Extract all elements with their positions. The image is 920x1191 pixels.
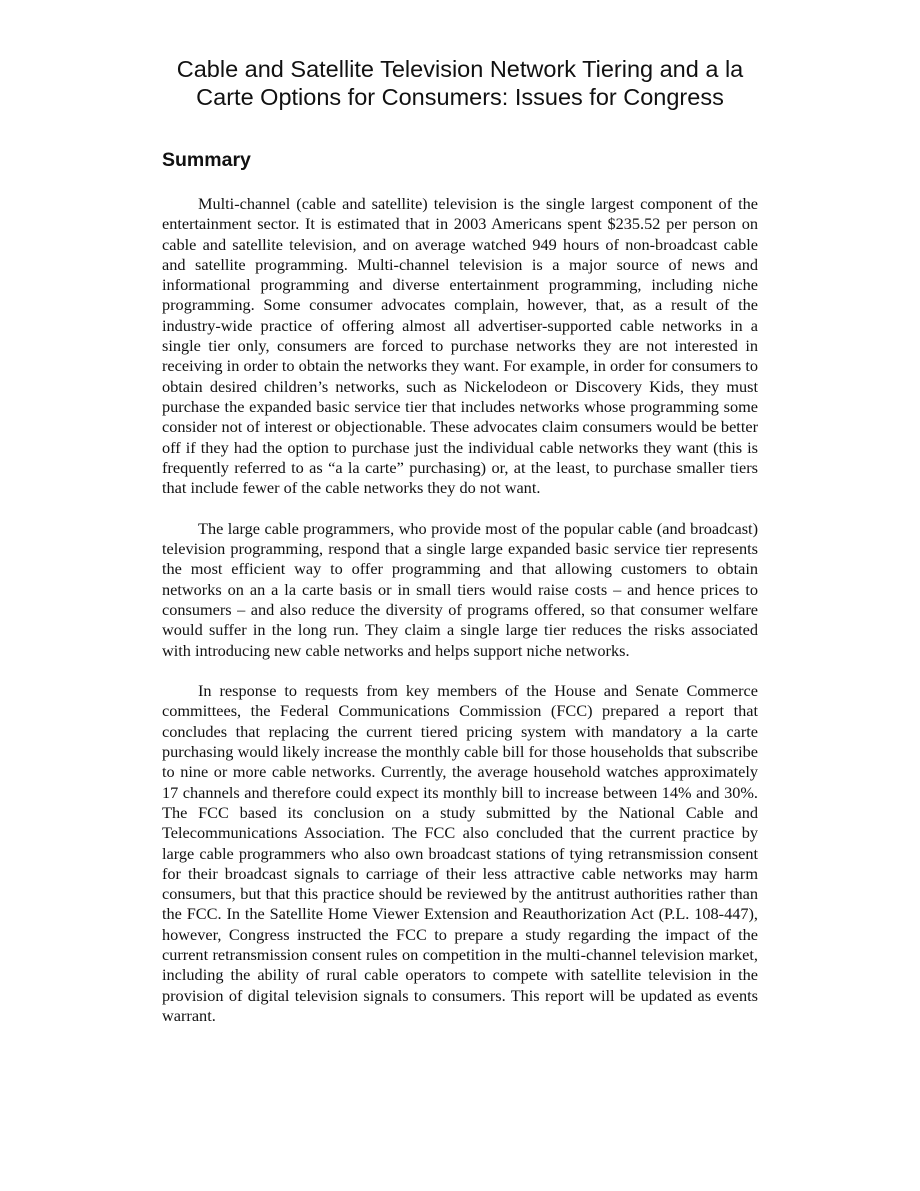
section-heading-summary: Summary <box>162 149 251 171</box>
summary-paragraph-3: In response to requests from key members of the House and Senate Commerce committees, the Federal Communications Commission (FCC) prepared a report that concludes that replacing the current tiered pricing system with mandatory a la carte purchasing would likely increase the monthly cable bill for those households that subscribe to nine or more cable networks. Currently, the average household watches approximately 17 channels and therefore could expect its monthly bill to increase between 14% and 30%. The FCC based its conclusion on a study submitted by the National Cable and Telecommunications Association. The FCC also concluded that the current practice by large cable programmers who also own broadcast stations of tying retransmission consent for their broadcast signals to carriage of their less attractive cable networks may harm consumers, but that this practice should be reviewed by the antitrust authorities rather than the FCC. In the Satellite Home Viewer Extension and Reauthorization Act (P.L. 108-447), however, Congress instructed the FCC to prepare a study regarding the impact of the current retransmission consent rules on competition in the multi-channel television market, including the ability of rural cable operators to compete with satellite television in the provision of digital television signals to consumers. This report will be updated as events warrant. <box>162 681 758 1025</box>
document-title: Cable and Satellite Television Network Tiering and a la Carte Options for Consumers: Issues for Congress <box>176 56 744 110</box>
summary-paragraph-1: Multi-channel (cable and satellite) television is the single largest component of the entertainment sector. It is estimated that in 2003 Americans spent $235.52 per person on cable and satellite television, and on average watched 949 hours of non-broadcast cable and satellite programming. Multi-channel television is a major source of news and informational programming and diverse entertainment programming, including niche programming. Some consumer advocates complain, however, that, as a result of the industry-wide practice of offering almost all advertiser-supported cable networks in a single tier only, consumers are forced to purchase networks they are not interested in receiving in order to obtain the networks they want. For example, in order for consumers to obtain desired children’s networks, such as Nickelodeon or Discovery Kids, they must purchase the expanded basic service tier that includes networks whose programming some consider not of interest or objectionable. These advocates claim consumers would be better off if they had the option to purchase just the individual cable networks they want (this is frequently referred to as “a la carte” purchasing) or, at the least, to purchase smaller tiers that include fewer of the cable networks they do not want. <box>162 194 758 498</box>
summary-body <box>162 194 758 1046</box>
summary-paragraph-2: The large cable programmers, who provide most of the popular cable (and broadcast) television programming, respond that a single large expanded basic service tier represents the most efficient way to offer programming and that allowing customers to obtain networks on an a la carte basis or in small tiers would raise costs – and hence prices to consumers – and also reduce the diversity of programs offered, so that consumer welfare would suffer in the long run. They claim a single large tier reduces the risks associated with introducing new cable networks and helps support niche networks. <box>162 518 758 660</box>
